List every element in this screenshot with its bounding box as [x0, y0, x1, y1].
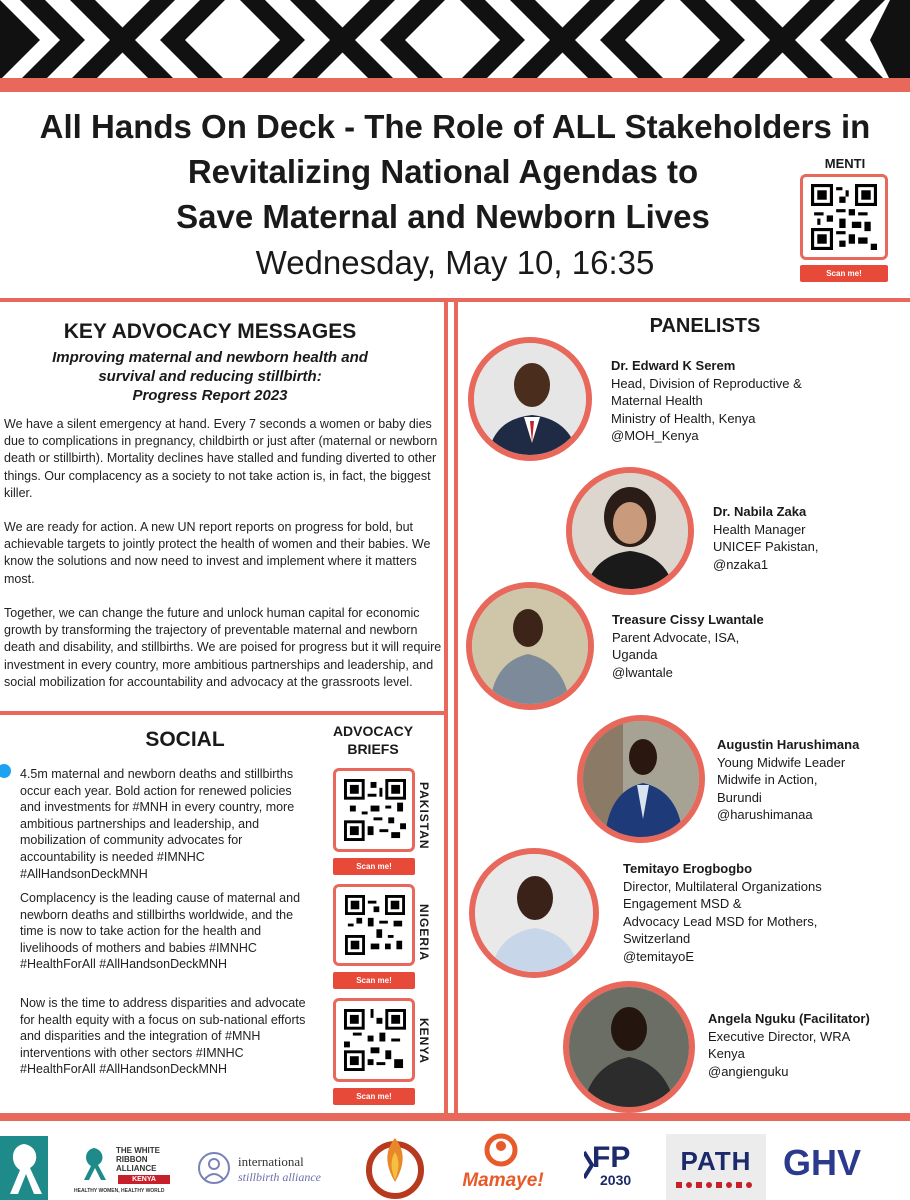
- title-line: Save Maternal and Newborn Lives: [176, 198, 710, 235]
- partner-logos: [0, 1128, 910, 1200]
- panelist-name: Dr. Nabila Zaka: [713, 504, 807, 519]
- ribbon-icon: [0, 1136, 48, 1200]
- panelist-name: Temitayo Erogbogbo: [623, 861, 753, 876]
- panelist-detail: Young Midwife Leader: [717, 754, 846, 770]
- wra-text: THE WHITE: [116, 1146, 160, 1155]
- qr-code-icon: [344, 1009, 406, 1071]
- panelist-name: Dr. Edward K Serem: [611, 358, 736, 373]
- panelist-detail: Switzerland: [623, 931, 691, 946]
- panelist-detail: Director, Multilateral Organizations: [623, 878, 822, 894]
- panelist-detail: @lwantale: [612, 664, 673, 680]
- panelist-card: [713, 503, 903, 573]
- panelist-detail: @angienguku: [708, 1063, 789, 1079]
- title-line: All Hands On Deck - The Role of ALL Stakeholders in: [39, 108, 871, 145]
- panelist-detail: Engagement MSD &: [623, 896, 742, 911]
- twitter-icon: [0, 764, 14, 778]
- country-label: PAKISTAN: [417, 782, 431, 850]
- kenya-qr-code[interactable]: [333, 998, 415, 1082]
- wra-text: ALLIANCE: [116, 1164, 157, 1173]
- divider: [0, 711, 444, 715]
- isa-text: international: [238, 1154, 304, 1169]
- wra-tagline: HEALTHY WOMEN, HEALTHY WORLD: [74, 1188, 165, 1194]
- menti-scan-button[interactable]: Scan me!: [800, 265, 888, 282]
- mamaye-logo: [455, 1132, 551, 1198]
- panelist-detail: @MOH_Kenya: [611, 428, 699, 443]
- person-icon: [475, 854, 593, 972]
- key-message-paragraph: We are ready for action. A new UN report reports on progress for bold, but achievable targets to jointly protect the health of women and their babies. We know the solutions and now need to invest and implement where it matters most.: [4, 520, 431, 586]
- fp-text: 2030: [600, 1172, 632, 1188]
- divider: [454, 302, 458, 1117]
- panelist-detail: Advocacy Lead MSD for Mothers,: [623, 913, 818, 929]
- panelist-detail: UNICEF Pakistan,: [713, 539, 819, 554]
- subtitle-line: Improving maternal and newborn health and: [52, 349, 368, 366]
- tweet-text: Now is the time to address disparities and advocate for health equity with a focus on sub-national efforts and disparities and the integration of #MNH interventions with other sectors #IMNHC #HealthForAll #AllHandsonDeckMNH: [20, 996, 306, 1077]
- advocacy-title-line: ADVOCACY: [332, 723, 414, 739]
- panelist-detail: Health Manager: [713, 521, 806, 537]
- kenya-scan-button[interactable]: Scan me!: [333, 1088, 415, 1105]
- qr-code-icon: [344, 895, 406, 955]
- advocacy-briefs-title: [318, 722, 428, 758]
- wra-kenya-logo: [74, 1144, 174, 1200]
- isa-icon: [196, 1150, 232, 1186]
- person-icon: [572, 473, 688, 589]
- panelist-card: [717, 736, 907, 824]
- fp2030-logo: [584, 1142, 648, 1198]
- key-messages-subtitle: [10, 348, 410, 405]
- subtitle-line: Progress Report 2023: [132, 387, 288, 404]
- panelist-photo: [563, 981, 695, 1113]
- person-icon: [474, 343, 586, 455]
- divider: [444, 302, 448, 1117]
- isa-text: stillbirth alliance: [238, 1170, 321, 1184]
- panelist-name: Treasure Cissy Lwantale: [612, 612, 764, 627]
- advocacy-title-line: BRIEFS: [347, 741, 399, 757]
- menti-label: MENTI: [824, 156, 866, 171]
- panelist-card: [612, 611, 862, 681]
- title-line: Revitalizing National Agendas to: [187, 153, 699, 190]
- country-label: NIGERIA: [417, 904, 431, 962]
- qr-code-icon: [810, 184, 878, 250]
- panelist-name: Augustin Harushimana: [717, 737, 860, 752]
- panelist-detail: @harushimanaa: [717, 807, 813, 822]
- panelist-detail: @temitayoE: [623, 948, 694, 964]
- panelist-photo: [468, 337, 592, 461]
- person-icon: [569, 987, 689, 1107]
- tweet-text: 4.5m maternal and newborn deaths and stillbirths occur each year. Bold action for renewed policies and investments for #MNH in every country, more ambitious partnerships and leadership, and mobilization of community advocates for accountability is needed #IMNHC #AllHandsonDeckMNH: [20, 767, 295, 881]
- country-label: KENYA: [417, 1018, 431, 1064]
- pakistan-scan-button[interactable]: Scan me!: [333, 858, 415, 875]
- pattern-icon: [676, 1180, 756, 1190]
- panelist-detail: @nzaka1: [713, 556, 769, 572]
- nigeria-qr-code[interactable]: [333, 884, 415, 966]
- tweet-text: Complacency is the leading cause of maternal and newborn deaths and stillbirths worldwide, and the time is now to take action for the health and livelihoods of mothers and babies #IMNHC #HealthForAll #AllHandsonDeckMNH: [20, 891, 301, 972]
- panelist-detail: Uganda: [612, 647, 658, 662]
- flame-logo: [362, 1134, 428, 1200]
- fp-text: FP: [592, 1141, 631, 1174]
- panelist-detail: Burundi: [717, 789, 762, 805]
- isa-logo: [196, 1150, 346, 1190]
- flame-icon: [362, 1134, 428, 1200]
- path-text: PATH: [680, 1146, 752, 1176]
- panelist-name: Angela Nguku (Facilitator): [708, 1011, 870, 1026]
- social-title: SOCIAL: [145, 728, 225, 751]
- person-icon: [472, 588, 588, 704]
- panelist-detail: Head, Division of Reproductive &: [611, 375, 802, 391]
- panelists-title: PANELISTS: [649, 315, 761, 337]
- person-icon: [583, 721, 699, 837]
- panelist-card: [623, 860, 908, 965]
- panelist-photo: [577, 715, 705, 843]
- page-title: [10, 104, 900, 239]
- divider: [0, 1113, 910, 1121]
- panelist-detail: Ministry of Health, Kenya: [611, 410, 756, 426]
- panelist-photo: [466, 582, 594, 710]
- wra-country-badge: KENYA: [118, 1175, 170, 1184]
- panelist-card: [611, 357, 901, 445]
- ghv-logo: GHV: [782, 1142, 861, 1183]
- path-logo: [666, 1134, 766, 1200]
- panelist-photo: [469, 848, 599, 978]
- panelist-detail: Executive Director, WRA: [708, 1028, 851, 1044]
- ribbon-icon: [78, 1146, 110, 1182]
- panelist-photo: [566, 467, 694, 595]
- pakistan-qr-code[interactable]: [333, 768, 415, 852]
- menti-qr-code[interactable]: [800, 174, 888, 260]
- panelist-card: [708, 1010, 903, 1080]
- zigzag-banner: [0, 0, 910, 78]
- mamaye-text: Mamaye!: [462, 1170, 544, 1191]
- panelist-detail: Midwife in Action,: [717, 772, 818, 787]
- subtitle-line: survival and reducing stillbirth:: [98, 368, 322, 385]
- mamaye-icon: [481, 1132, 521, 1168]
- panelist-detail: Kenya: [708, 1046, 745, 1061]
- key-message-paragraph: Together, we can change the future and unlock human capital for economic growth by transforming the trajectory of preventable maternal and newborn death and disability, and stillbirths. We are poised for progress but it will require investment in every country, more ambitious partnerships and leadership, and social mobilization for accountability and advocacy at the grassroots level.: [4, 606, 442, 689]
- wra-ribbon-logo: [0, 1136, 48, 1200]
- key-message-paragraph: We have a silent emergency at hand. Every 7 seconds a women or baby dies due to complications in pregnancy, childbirth or just after (maternal or newborn death or stillbirth). Mortality declines have stalled and funding diverted to other things. Our complacency as a society to not take action is, in fact, the biggest killer.: [4, 417, 438, 500]
- nigeria-scan-button[interactable]: Scan me!: [333, 972, 415, 989]
- panelist-detail: Maternal Health: [611, 393, 703, 408]
- wra-text: RIBBON: [116, 1155, 148, 1164]
- qr-code-icon: [344, 779, 406, 841]
- header-band: [0, 78, 910, 92]
- event-date: Wednesday, May 10, 16:35: [255, 244, 655, 281]
- key-messages-title: KEY ADVOCACY MESSAGES: [63, 320, 357, 343]
- panelist-detail: Parent Advocate, ISA,: [612, 629, 740, 645]
